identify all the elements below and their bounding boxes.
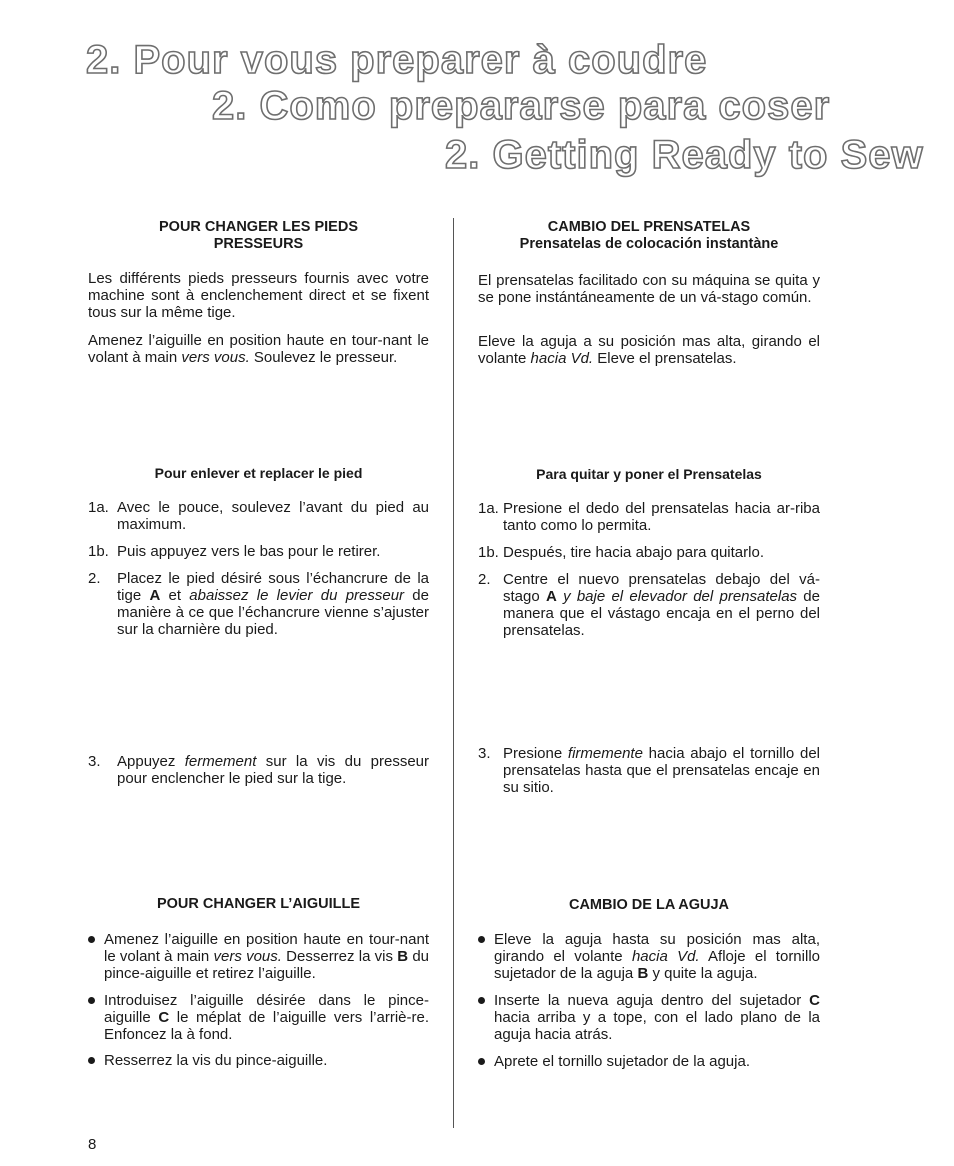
heading: CAMBIO DE LA AGUJA (568, 897, 730, 913)
title-spanish: 2. Como prepararse para coser (212, 84, 831, 128)
right-step-2 (478, 571, 820, 639)
step-number: 1b. (88, 543, 109, 560)
heading-line: POUR CHANGER LES PIEDS (159, 219, 358, 235)
step-text: Appuyez fermement sur la vis du presseur pour enclencher le pied sur la tige. (117, 753, 429, 787)
right-bullet-1 (478, 931, 820, 982)
title-english: 2. Getting Ready to Sew (445, 133, 924, 177)
step-number: 3. (88, 753, 101, 770)
paragraph: Les différents pieds presseurs fournis avec votre machine sont à enclenchement direct et se fixent tous sur la même tige. (88, 270, 429, 321)
right-subheading (478, 466, 820, 483)
left-intro-paragraph (88, 270, 429, 321)
step-text: Avec le pouce, soulevez l’avant du pied au maximum. (117, 499, 429, 533)
bullet-icon (88, 997, 95, 1004)
bullet-text: Inserte la nueva aguja dentro del sujetador C hacia arriba y a tope, con el lado plano de la aguja hacia atrás. (494, 992, 820, 1043)
subheading: Pour enlever et replacer le pied (154, 465, 363, 481)
heading-line: PRESSEURS (213, 236, 304, 252)
bullet-icon (478, 936, 485, 943)
bullet-text: Amenez l’aiguille en position haute en tour-nant le volant à main vers vous. Desserrez la vis B du pince-aiguille et retirez l’aiguille. (104, 931, 429, 982)
step-text: Centre el nuevo prensatelas debajo del vá-stago A y baje el elevador del prensatelas de manera que el vástago encaja en el perno del prensatelas. (503, 571, 820, 639)
right-bullet-3 (478, 1053, 820, 1070)
bullet-icon (88, 1057, 95, 1064)
left-bullet-2 (88, 992, 429, 1043)
heading: POUR CHANGER L’AIGUILLE (156, 896, 360, 912)
paragraph: El prensatelas facilitado con su máquina se quita y se pone instántáneamente de un vá-stago común. (478, 272, 820, 306)
left-bullet-3 (88, 1052, 429, 1069)
left-step-3 (88, 753, 429, 787)
right-intro-paragraph (478, 272, 820, 306)
column-divider (453, 218, 454, 1128)
step-number: 2. (478, 571, 491, 588)
left-paragraph-needle-up (88, 332, 429, 366)
step-text: Presione el dedo del prensatelas hacia ar-riba tanto como lo permita. (503, 500, 820, 534)
left-subheading (88, 465, 429, 482)
right-bullet-2 (478, 992, 820, 1043)
left-step-1a (88, 499, 429, 533)
heading-line: Prensatelas de colocación instantàne (519, 236, 779, 252)
right-paragraph-needle-up (478, 333, 820, 367)
step-number: 1b. (478, 544, 499, 561)
step-text: Presione firmemente hacia abajo el tornillo del prensatelas hasta que el prensatelas encaje en su sitio. (503, 745, 820, 796)
step-number: 1a. (88, 499, 109, 516)
step-number: 3. (478, 745, 491, 762)
left-bullet-1 (88, 931, 429, 982)
step-number: 1a. (478, 500, 499, 517)
heading-line: CAMBIO DEL PRENSATELAS (547, 219, 751, 235)
paragraph: Amenez l’aiguille en position haute en tour-nant le volant à main vers vous. Soulevez le presseur. (88, 332, 429, 366)
right-step-3 (478, 745, 820, 796)
bullet-icon (478, 1058, 485, 1065)
bullet-text: Resserrez la vis du pince-aiguille. (104, 1052, 328, 1069)
left-heading-presser-feet (88, 219, 429, 253)
right-heading-needle (478, 897, 820, 914)
bullet-icon (88, 936, 95, 943)
right-step-1a (478, 500, 820, 534)
step-number: 2. (88, 570, 101, 587)
title-french: 2. Pour vous preparer à coudre (86, 38, 708, 82)
bullet-text: Eleve la aguja hasta su posición mas alta, girando el volante hacia Vd. Afloje el tornillo sujetador de la aguja B y quite la aguja. (494, 931, 820, 982)
step-text: Después, tire hacia abajo para quitarlo. (503, 544, 764, 561)
left-step-2 (88, 570, 429, 638)
paragraph: Eleve la aguja a su posición mas alta, girando el volante hacia Vd. Eleve el prensatelas. (478, 333, 820, 367)
right-step-1b (478, 544, 820, 561)
bullet-text: Introduisez l’aiguille désirée dans le pince-aiguille C le méplat de l’aiguille vers l’arriè-re. Enfoncez la à fond. (104, 992, 430, 1043)
right-heading-presser-foot (478, 219, 820, 253)
left-heading-needle (88, 896, 429, 913)
left-step-1b (88, 543, 429, 560)
bullet-icon (478, 997, 485, 1004)
subheading: Para quitar y poner el Prensatelas (536, 466, 762, 482)
step-text: Placez le pied désiré sous l’échancrure de la tige A et abaissez le levier du presseur de manière à ce que l’échancrure vienne s’ajuster sur la charnière du pied. (117, 570, 429, 638)
page-number: 8 (88, 1136, 97, 1153)
step-text: Puis appuyez vers le bas pour le retirer. (117, 543, 381, 560)
bullet-text: Aprete el tornillo sujetador de la aguja. (494, 1053, 750, 1070)
